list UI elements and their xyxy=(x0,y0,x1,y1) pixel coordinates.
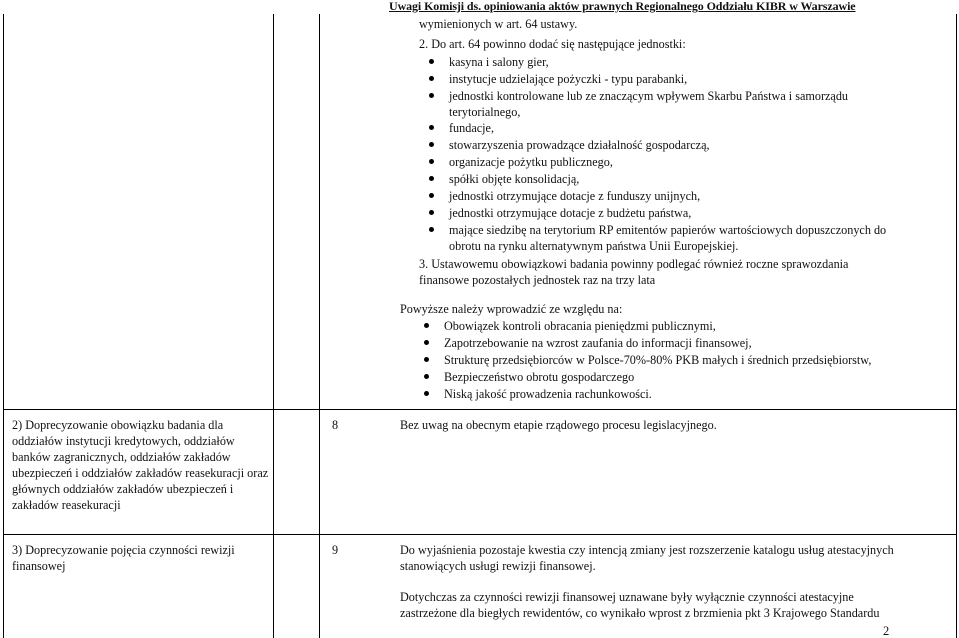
entity-list-item: fundacje, xyxy=(449,121,495,135)
reason-list-item: Niską jakość prowadzenia rachunkowości. xyxy=(444,387,652,401)
table-divider-1 xyxy=(273,14,274,638)
entity-list-item: kasyna i salony gier, xyxy=(449,55,549,69)
reasons-intro: Powyższe należy wprowadzić ze względu na: xyxy=(400,302,623,316)
reason-list-item: Strukturę przedsiębiorców w Polsce-70%-80% PKB małych i średnich przedsiębiorstw, xyxy=(444,353,872,367)
row-3-topic: 3) Doprecyzowanie pojęcia czynności rewizji finansowej xyxy=(12,543,235,573)
entity-list-item: mające siedzibę na terytorium RP emitentów papierów wartościowych dopuszczonych do xyxy=(449,223,887,237)
item-2-heading: 2. Do art. 64 powinno dodać się następujące jednostki: xyxy=(419,37,686,51)
row-3-comment-2: Dotychczas za czynności rewizji finansowej uznawane były wyłącznie czynności atestacyjne xyxy=(400,590,854,604)
page-number: 2 xyxy=(883,624,890,638)
reason-list-item: Bezpieczeństwo obrotu gospodarczego xyxy=(444,370,635,384)
row-2-comment: Bez uwag na obecnym etapie rządowego procesu legislacyjnego. xyxy=(400,418,717,432)
row-divider-1 xyxy=(3,409,957,410)
reason-list-item: Zapotrzebowanie na wzrost zaufania do informacji finansowej, xyxy=(444,336,752,350)
table-border-left xyxy=(3,14,4,638)
entity-list-item: jednostki otrzymujące dotacje z funduszy unijnych, xyxy=(449,189,701,203)
row-divider-2 xyxy=(3,534,957,535)
item-3-line: finansowe pozostałych jednostek raz na trzy lata xyxy=(419,273,656,287)
entity-list-item: spółki objęte konsolidacją, xyxy=(449,172,580,186)
item-3-line: 3. Ustawowemu obowiązkowi badania powinny podlegać również roczne sprawozdania xyxy=(419,257,849,271)
row-2-topic: 2) Doprecyzowanie obowiązku badania dla oddziałów instytucji kredytowych, oddziałów banków zagranicznych, oddziałów zakładów ubezpieczeń i oddziałów zakładów reasekuracji oraz głównych oddziałów zakładów ubezpieczeń i zakładów reasekuracji xyxy=(12,418,269,512)
entity-list-item: stowarzyszenia prowadzące działalność gospodarczą, xyxy=(449,138,710,152)
row-3-comment-1: Do wyjaśnienia pozostaje kwestia czy intencją zmiany jest rozszerzenie katalogu usług atestacyjnych stanowiących usługi rewizji finansowej. xyxy=(400,543,894,573)
row-3-number: 9 xyxy=(332,543,339,557)
entity-list-item-continuation: terytorialnego, xyxy=(449,105,521,119)
row-2-number: 8 xyxy=(332,418,339,432)
table-border-right xyxy=(956,14,957,638)
entity-list-item: organizacje pożytku publicznego, xyxy=(449,155,613,169)
reason-list-item: Obowiązek kontroli obracania pieniędzmi publicznymi, xyxy=(444,319,716,333)
entity-list-item-continuation: obrotu na rynku alternatywnym państwa Unii Europejskiej. xyxy=(449,239,739,253)
entity-list-item: instytucje udzielające pożyczki - typu parabanki, xyxy=(449,72,688,86)
entity-list-item: jednostki kontrolowane lub ze znaczącym wpływem Skarbu Państwa i samorządu xyxy=(449,89,849,103)
entity-list-item: jednostki otrzymujące dotacje z budżetu państwa, xyxy=(449,206,692,220)
document-header: Uwagi Komisji ds. opiniowania aktów prawnych Regionalnego Oddziału KIBR w Warszawie xyxy=(389,0,856,13)
table-divider-2 xyxy=(319,14,320,638)
row-3-comment-2: zastrzeżone dla biegłych rewidentów, co wynikało wprost z brzmienia pkt 3 Krajowego Standardu xyxy=(400,606,880,620)
continuation-text: wymienionych w art. 64 ustawy. xyxy=(419,17,578,31)
